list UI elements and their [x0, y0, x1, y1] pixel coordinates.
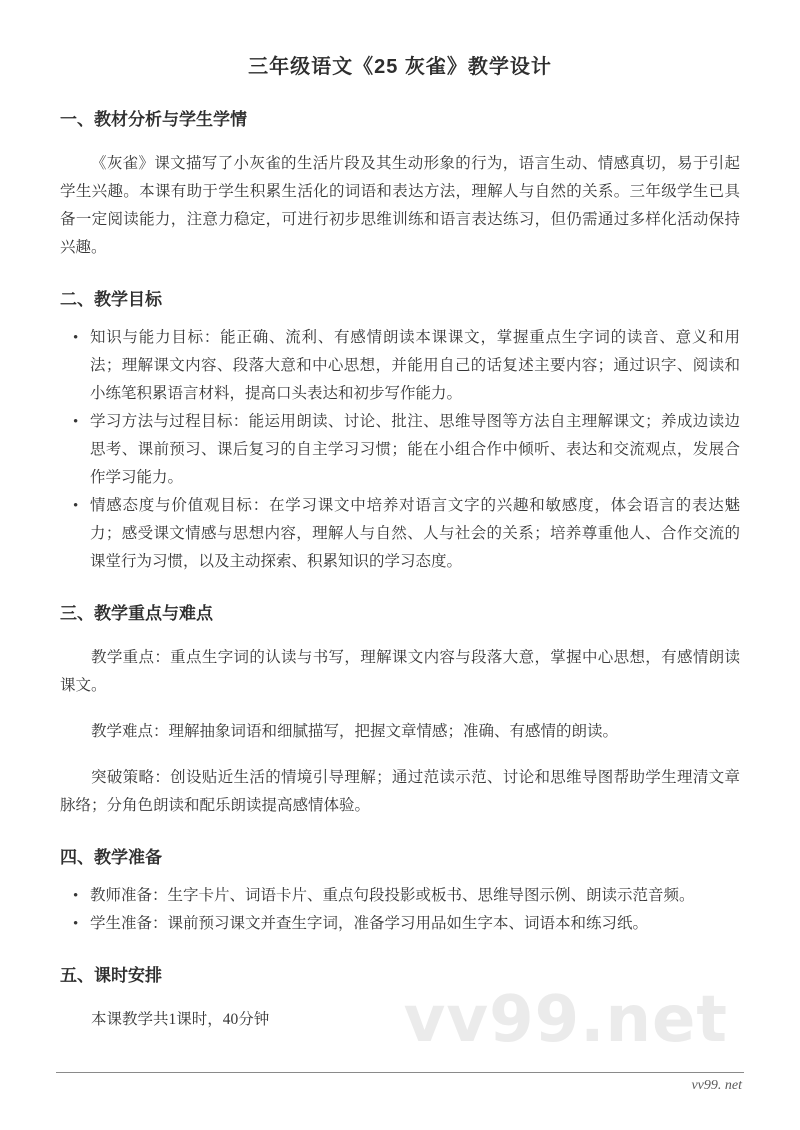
list-item [60, 910, 740, 938]
footer-divider [56, 1072, 744, 1073]
list-item [60, 492, 740, 576]
section-heading-2: 二、教学目标 [60, 290, 162, 309]
section-heading-3: 三、教学重点与难点 [60, 604, 213, 623]
page-title: 三年级语文《25 灰雀》教学设计 [248, 56, 552, 78]
section-heading-4: 四、教学准备 [60, 848, 162, 867]
page-footer [0, 1072, 800, 1130]
list-item-text: 知识与能力目标：能正确、流利、有感情朗读本课课文，掌握重点生字词的读音、意义和用法；理解课文内容、段落大意和中心思想，并能用自己的话复述主要内容；通过识字、阅读和小练笔积累语言材料，提高口头表达和初步写作能力。 [90, 329, 740, 402]
paragraph: 教学重点：重点生字词的认读与书写，理解课文内容与段落大意，掌握中心思想，有感情朗读课文。 [60, 649, 740, 694]
preparation-list [60, 882, 740, 938]
paragraph: 《灰雀》课文描写了小灰雀的生活片段及其生动形象的行为，语言生动、情感真切，易于引起学生兴趣。本课有助于学生积累生活化的词语和表达方法，理解人与自然的关系。三年级学生已具备一定阅读能力，注意力稳定，可进行初步思维训练和语言表达练习，但仍需通过多样化活动保持兴趣。 [60, 155, 740, 256]
section-heading-5: 五、课时安排 [60, 966, 162, 985]
list-item-text: 学生准备：课前预习课文并查生字词，准备学习用品如生字本、词语本和练习纸。 [90, 915, 649, 932]
document-content [0, 52, 800, 1034]
section-heading-1: 一、教材分析与学生学情 [60, 110, 247, 129]
bullet-icon: • [73, 330, 79, 346]
bullet-icon: • [73, 916, 79, 932]
list-item [60, 408, 740, 492]
list-item-text: 情感态度与价值观目标：在学习课文中培养对语言文字的兴趣和敏感度，体会语言的表达魅力；感受课文情感与思想内容，理解人与自然、人与社会的关系；培养尊重他人、合作交流的课堂行为习惯，以及主动探索、积累知识的学习态度。 [90, 497, 740, 570]
watermark-text: vv99.net [403, 983, 728, 1057]
paragraph: 本课教学共1课时，40分钟 [91, 1011, 270, 1028]
list-item [60, 324, 740, 408]
list-item [60, 882, 740, 910]
bullet-icon: • [73, 888, 79, 904]
list-item-text: 学习方法与过程目标：能运用朗读、讨论、批注、思维导图等方法自主理解课文；养成边读边思考、课前预习、课后复习的自主学习习惯；能在小组合作中倾听、表达和交流观点，发展合作学习能力。 [90, 413, 740, 486]
paragraph: 突破策略：创设贴近生活的情境引导理解；通过范读示范、讨论和思维导图帮助学生理清文章脉络；分角色朗读和配乐朗读提高感情体验。 [60, 769, 740, 814]
bullet-icon: • [73, 414, 79, 430]
bullet-icon: • [73, 498, 79, 514]
paragraph: 教学难点：理解抽象词语和细腻描写，把握文章情感；准确、有感情的朗读。 [91, 723, 619, 740]
footer-site-label: vv99. net [691, 1078, 742, 1093]
list-item-text: 教师准备：生字卡片、词语卡片、重点句段投影或板书、思维导图示例、朗读示范音频。 [90, 887, 695, 904]
objectives-list [60, 324, 740, 576]
